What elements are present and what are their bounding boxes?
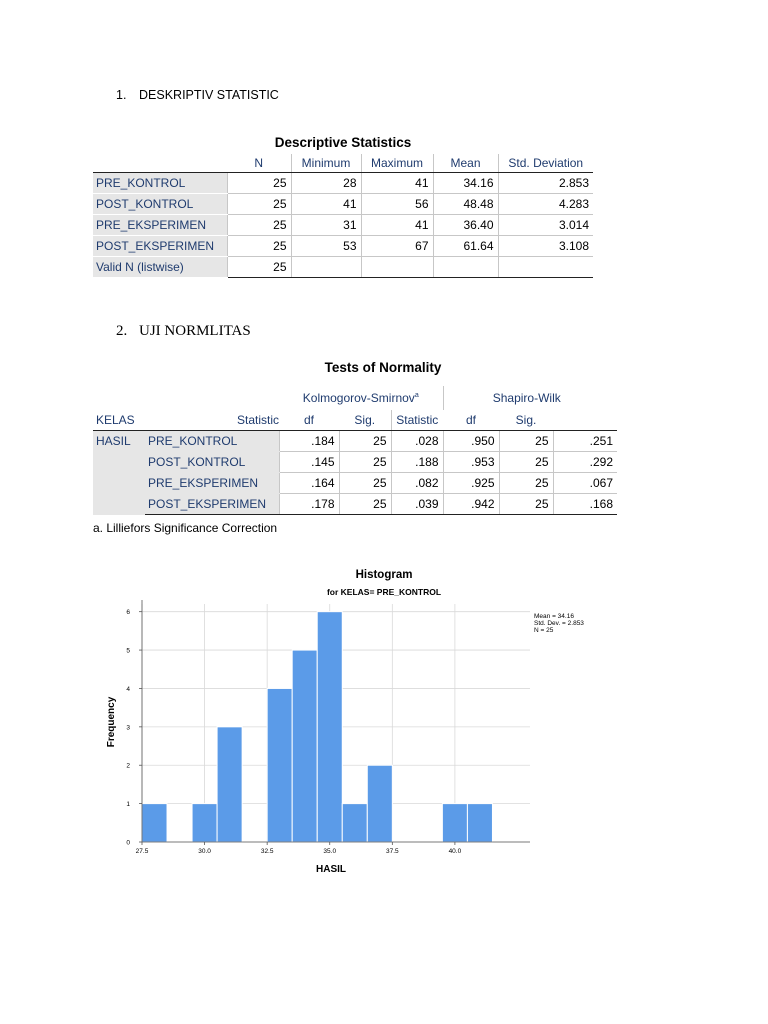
histogram-bar xyxy=(442,804,467,842)
heading-text: DESKRIPTIV STATISTIC xyxy=(139,88,279,102)
y-tick-label: 4 xyxy=(126,685,130,693)
y-tick-label: 6 xyxy=(126,609,130,617)
table-row xyxy=(93,431,617,452)
cell: 25 xyxy=(499,494,553,515)
header-empty xyxy=(610,410,617,431)
table-row xyxy=(93,494,617,515)
header-empty xyxy=(610,386,617,410)
header-empty xyxy=(93,386,145,410)
cell: 31 xyxy=(291,215,361,236)
col-header: Statistic xyxy=(145,410,279,431)
cell: .082 xyxy=(391,473,443,494)
header-empty xyxy=(93,154,227,173)
cell: 25 xyxy=(227,194,291,215)
cell: 53 xyxy=(291,236,361,257)
table-row xyxy=(93,452,617,473)
cell: .067 xyxy=(553,473,617,494)
y-tick-label: 2 xyxy=(126,762,130,770)
row-label: PRE_EKSPERIMEN xyxy=(145,473,279,494)
col-header: Mean xyxy=(433,154,498,173)
cell: 25 xyxy=(227,257,291,278)
x-tick-label: 35.0 xyxy=(323,848,337,855)
col-header: Maximum xyxy=(361,154,433,173)
row-label: Valid N (listwise) xyxy=(93,257,227,278)
cell: 28 xyxy=(291,173,361,194)
cell xyxy=(361,257,433,278)
row-label: POST_EKSPERIMEN xyxy=(93,236,227,257)
histogram-bar xyxy=(367,765,392,842)
normality-table xyxy=(93,386,617,515)
normality-title: Tests of Normality xyxy=(324,360,442,375)
table-row xyxy=(93,215,593,236)
header-empty xyxy=(145,386,279,410)
cell: 41 xyxy=(291,194,361,215)
chart-title: Histogram xyxy=(355,569,413,581)
y-tick-label: 1 xyxy=(126,801,130,809)
cell: 3.014 xyxy=(498,215,593,236)
group-header-sw: Shapiro-Wilk xyxy=(443,386,610,410)
group-label: Kolmogorov-Smirnov xyxy=(302,391,415,405)
row-label: PRE_EKSPERIMEN xyxy=(93,215,227,236)
row-label: POST_KONTROL xyxy=(145,452,279,473)
cell: 25 xyxy=(339,494,391,515)
footnote-marker: a xyxy=(414,392,419,399)
group-header-row xyxy=(93,386,617,410)
cell: .950 xyxy=(443,431,499,452)
x-tick-label: 40.0 xyxy=(448,848,462,855)
cell: 25 xyxy=(227,215,291,236)
row-label: PRE_KONTROL xyxy=(145,431,279,452)
cell: 25 xyxy=(499,473,553,494)
cell: 25 xyxy=(499,452,553,473)
cell: 25 xyxy=(339,473,391,494)
cell: 56 xyxy=(361,194,433,215)
histogram-bar xyxy=(267,688,292,842)
descriptive-header-row xyxy=(93,154,593,173)
cell: .953 xyxy=(443,452,499,473)
histogram-bar xyxy=(317,612,342,842)
table-row xyxy=(93,194,593,215)
histogram-bar xyxy=(342,804,367,842)
col-header: df xyxy=(443,410,499,431)
cell: .028 xyxy=(391,431,443,452)
cell xyxy=(498,257,593,278)
cell: .178 xyxy=(279,494,339,515)
table-row xyxy=(93,473,617,494)
cell: 48.48 xyxy=(433,194,498,215)
group-label-hasil: HASIL xyxy=(93,431,145,515)
cell: .039 xyxy=(391,494,443,515)
cell: 67 xyxy=(361,236,433,257)
row-label: POST_EKSPERIMEN xyxy=(145,494,279,515)
cell: 4.283 xyxy=(498,194,593,215)
group-header-ks xyxy=(279,386,443,410)
col-header: N xyxy=(227,154,291,173)
descriptive-title: Descriptive Statistics xyxy=(274,135,412,150)
x-axis-label: HASIL xyxy=(316,864,346,875)
cell: 25 xyxy=(227,236,291,257)
chart-subtitle: for KELAS= PRE_KONTROL xyxy=(326,587,442,597)
col-header: Sig. xyxy=(339,410,391,431)
x-tick-label: 37.5 xyxy=(385,848,399,855)
cell: 25 xyxy=(339,431,391,452)
x-tick-label: 32.5 xyxy=(260,848,274,855)
heading-descriptive xyxy=(116,88,279,102)
col-header: Sig. xyxy=(499,410,553,431)
header-empty xyxy=(553,410,610,431)
y-tick-label: 0 xyxy=(126,839,130,847)
y-tick-label: 3 xyxy=(126,724,130,732)
histogram-bar xyxy=(292,650,317,842)
col-header-kelas: KELAS xyxy=(93,410,145,431)
cell: .942 xyxy=(443,494,499,515)
x-tick-label: 30.0 xyxy=(198,848,211,855)
stats-n: N = 25 xyxy=(534,627,554,634)
cell: 61.64 xyxy=(433,236,498,257)
col-header: Statistic xyxy=(391,410,443,431)
cell: 3.108 xyxy=(498,236,593,257)
cell: .292 xyxy=(553,452,617,473)
histogram-chart xyxy=(100,562,620,882)
cell: 41 xyxy=(361,173,433,194)
normality-header-row xyxy=(93,410,617,431)
cell: .164 xyxy=(279,473,339,494)
stats-mean: Mean = 34.16 xyxy=(534,613,574,620)
col-header: Minimum xyxy=(291,154,361,173)
cell: 25 xyxy=(499,431,553,452)
descriptive-table xyxy=(93,154,593,278)
cell: 25 xyxy=(227,173,291,194)
histogram-bar xyxy=(217,727,242,842)
cell: 25 xyxy=(339,452,391,473)
cell: .188 xyxy=(391,452,443,473)
y-axis-label: Frequency xyxy=(106,696,117,748)
cell: .184 xyxy=(279,431,339,452)
row-label: POST_KONTROL xyxy=(93,194,227,215)
stats-std: Std. Dev. = 2.853 xyxy=(534,620,584,627)
col-header: Std. Deviation xyxy=(498,154,593,173)
heading-text: UJI NORMLITAS xyxy=(139,323,251,339)
cell: .251 xyxy=(553,431,617,452)
histogram-bar xyxy=(467,804,492,842)
cell: 2.853 xyxy=(498,173,593,194)
plot-area xyxy=(126,600,530,855)
heading-number: 2. xyxy=(116,323,128,339)
cell xyxy=(291,257,361,278)
cell: 34.16 xyxy=(433,173,498,194)
table-row xyxy=(93,236,593,257)
footnote: a. Lilliefors Significance Correction xyxy=(93,521,278,535)
histogram-bar xyxy=(142,804,167,842)
heading-normality xyxy=(116,323,251,340)
cell: .145 xyxy=(279,452,339,473)
x-tick-label: 27.5 xyxy=(135,848,149,855)
y-tick-label: 5 xyxy=(126,647,130,655)
histogram-bar xyxy=(192,804,217,842)
cell: .168 xyxy=(553,494,617,515)
cell: 41 xyxy=(361,215,433,236)
cell: .925 xyxy=(443,473,499,494)
cell: 36.40 xyxy=(433,215,498,236)
cell xyxy=(433,257,498,278)
table-row xyxy=(93,257,593,278)
table-row xyxy=(93,173,593,194)
col-header: df xyxy=(279,410,339,431)
heading-number: 1. xyxy=(116,88,127,102)
row-label: PRE_KONTROL xyxy=(93,173,227,194)
